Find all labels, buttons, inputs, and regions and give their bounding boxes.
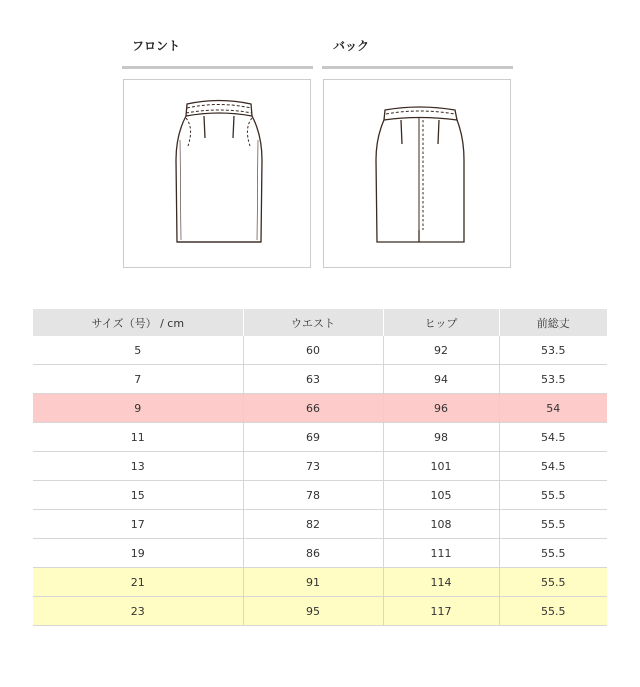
front-length-cell: 55.5 xyxy=(499,539,607,568)
table-row xyxy=(33,539,607,568)
size-table xyxy=(33,309,607,626)
table-row xyxy=(33,597,607,626)
hip-cell: 94 xyxy=(383,365,499,394)
table-row xyxy=(33,452,607,481)
hip-cell: 105 xyxy=(383,481,499,510)
waist-cell: 91 xyxy=(243,568,383,597)
front-length-cell: 53.5 xyxy=(499,336,607,365)
back-view-label: バック xyxy=(333,39,370,53)
table-row xyxy=(33,481,607,510)
table-row xyxy=(33,510,607,539)
waist-cell: 66 xyxy=(243,394,383,423)
waist-cell: 78 xyxy=(243,481,383,510)
skirt-back-illustration xyxy=(324,80,512,269)
back-view-divider xyxy=(322,66,513,69)
back-view-panel xyxy=(323,79,511,268)
size-cell: 15 xyxy=(33,481,243,510)
front-length-cell: 55.5 xyxy=(499,597,607,626)
front-length-cell: 54.5 xyxy=(499,452,607,481)
front-length-cell: 55.5 xyxy=(499,481,607,510)
front-length-cell: 54 xyxy=(499,394,607,423)
table-row xyxy=(33,365,607,394)
column-header-hip: ヒップ xyxy=(383,309,499,336)
hip-cell: 92 xyxy=(383,336,499,365)
size-cell: 11 xyxy=(33,423,243,452)
front-view-panel xyxy=(123,79,311,268)
column-header-front-length: 前総丈 xyxy=(499,309,607,336)
waist-cell: 73 xyxy=(243,452,383,481)
size-cell: 9 xyxy=(33,394,243,423)
table-row xyxy=(33,336,607,365)
front-length-cell: 55.5 xyxy=(499,568,607,597)
waist-cell: 69 xyxy=(243,423,383,452)
waist-cell: 60 xyxy=(243,336,383,365)
hip-cell: 101 xyxy=(383,452,499,481)
front-length-cell: 54.5 xyxy=(499,423,607,452)
front-length-cell: 53.5 xyxy=(499,365,607,394)
column-header-waist: ウエスト xyxy=(243,309,383,336)
size-cell: 13 xyxy=(33,452,243,481)
front-view-divider xyxy=(122,66,313,69)
hip-cell: 117 xyxy=(383,597,499,626)
hip-cell: 108 xyxy=(383,510,499,539)
waist-cell: 82 xyxy=(243,510,383,539)
hip-cell: 96 xyxy=(383,394,499,423)
size-cell: 23 xyxy=(33,597,243,626)
size-cell: 19 xyxy=(33,539,243,568)
table-row xyxy=(33,568,607,597)
waist-cell: 95 xyxy=(243,597,383,626)
table-row xyxy=(33,423,607,452)
size-table-body xyxy=(33,336,607,626)
front-length-cell: 55.5 xyxy=(499,510,607,539)
size-cell: 21 xyxy=(33,568,243,597)
size-cell: 17 xyxy=(33,510,243,539)
size-table-header-row xyxy=(33,309,607,336)
hip-cell: 111 xyxy=(383,539,499,568)
hip-cell: 114 xyxy=(383,568,499,597)
waist-cell: 86 xyxy=(243,539,383,568)
size-cell: 7 xyxy=(33,365,243,394)
table-row xyxy=(33,394,607,423)
column-header-size: サイズ（号） / cm xyxy=(33,309,243,336)
waist-cell: 63 xyxy=(243,365,383,394)
skirt-front-illustration xyxy=(124,80,312,269)
size-cell: 5 xyxy=(33,336,243,365)
front-view-label: フロント xyxy=(132,39,181,53)
hip-cell: 98 xyxy=(383,423,499,452)
